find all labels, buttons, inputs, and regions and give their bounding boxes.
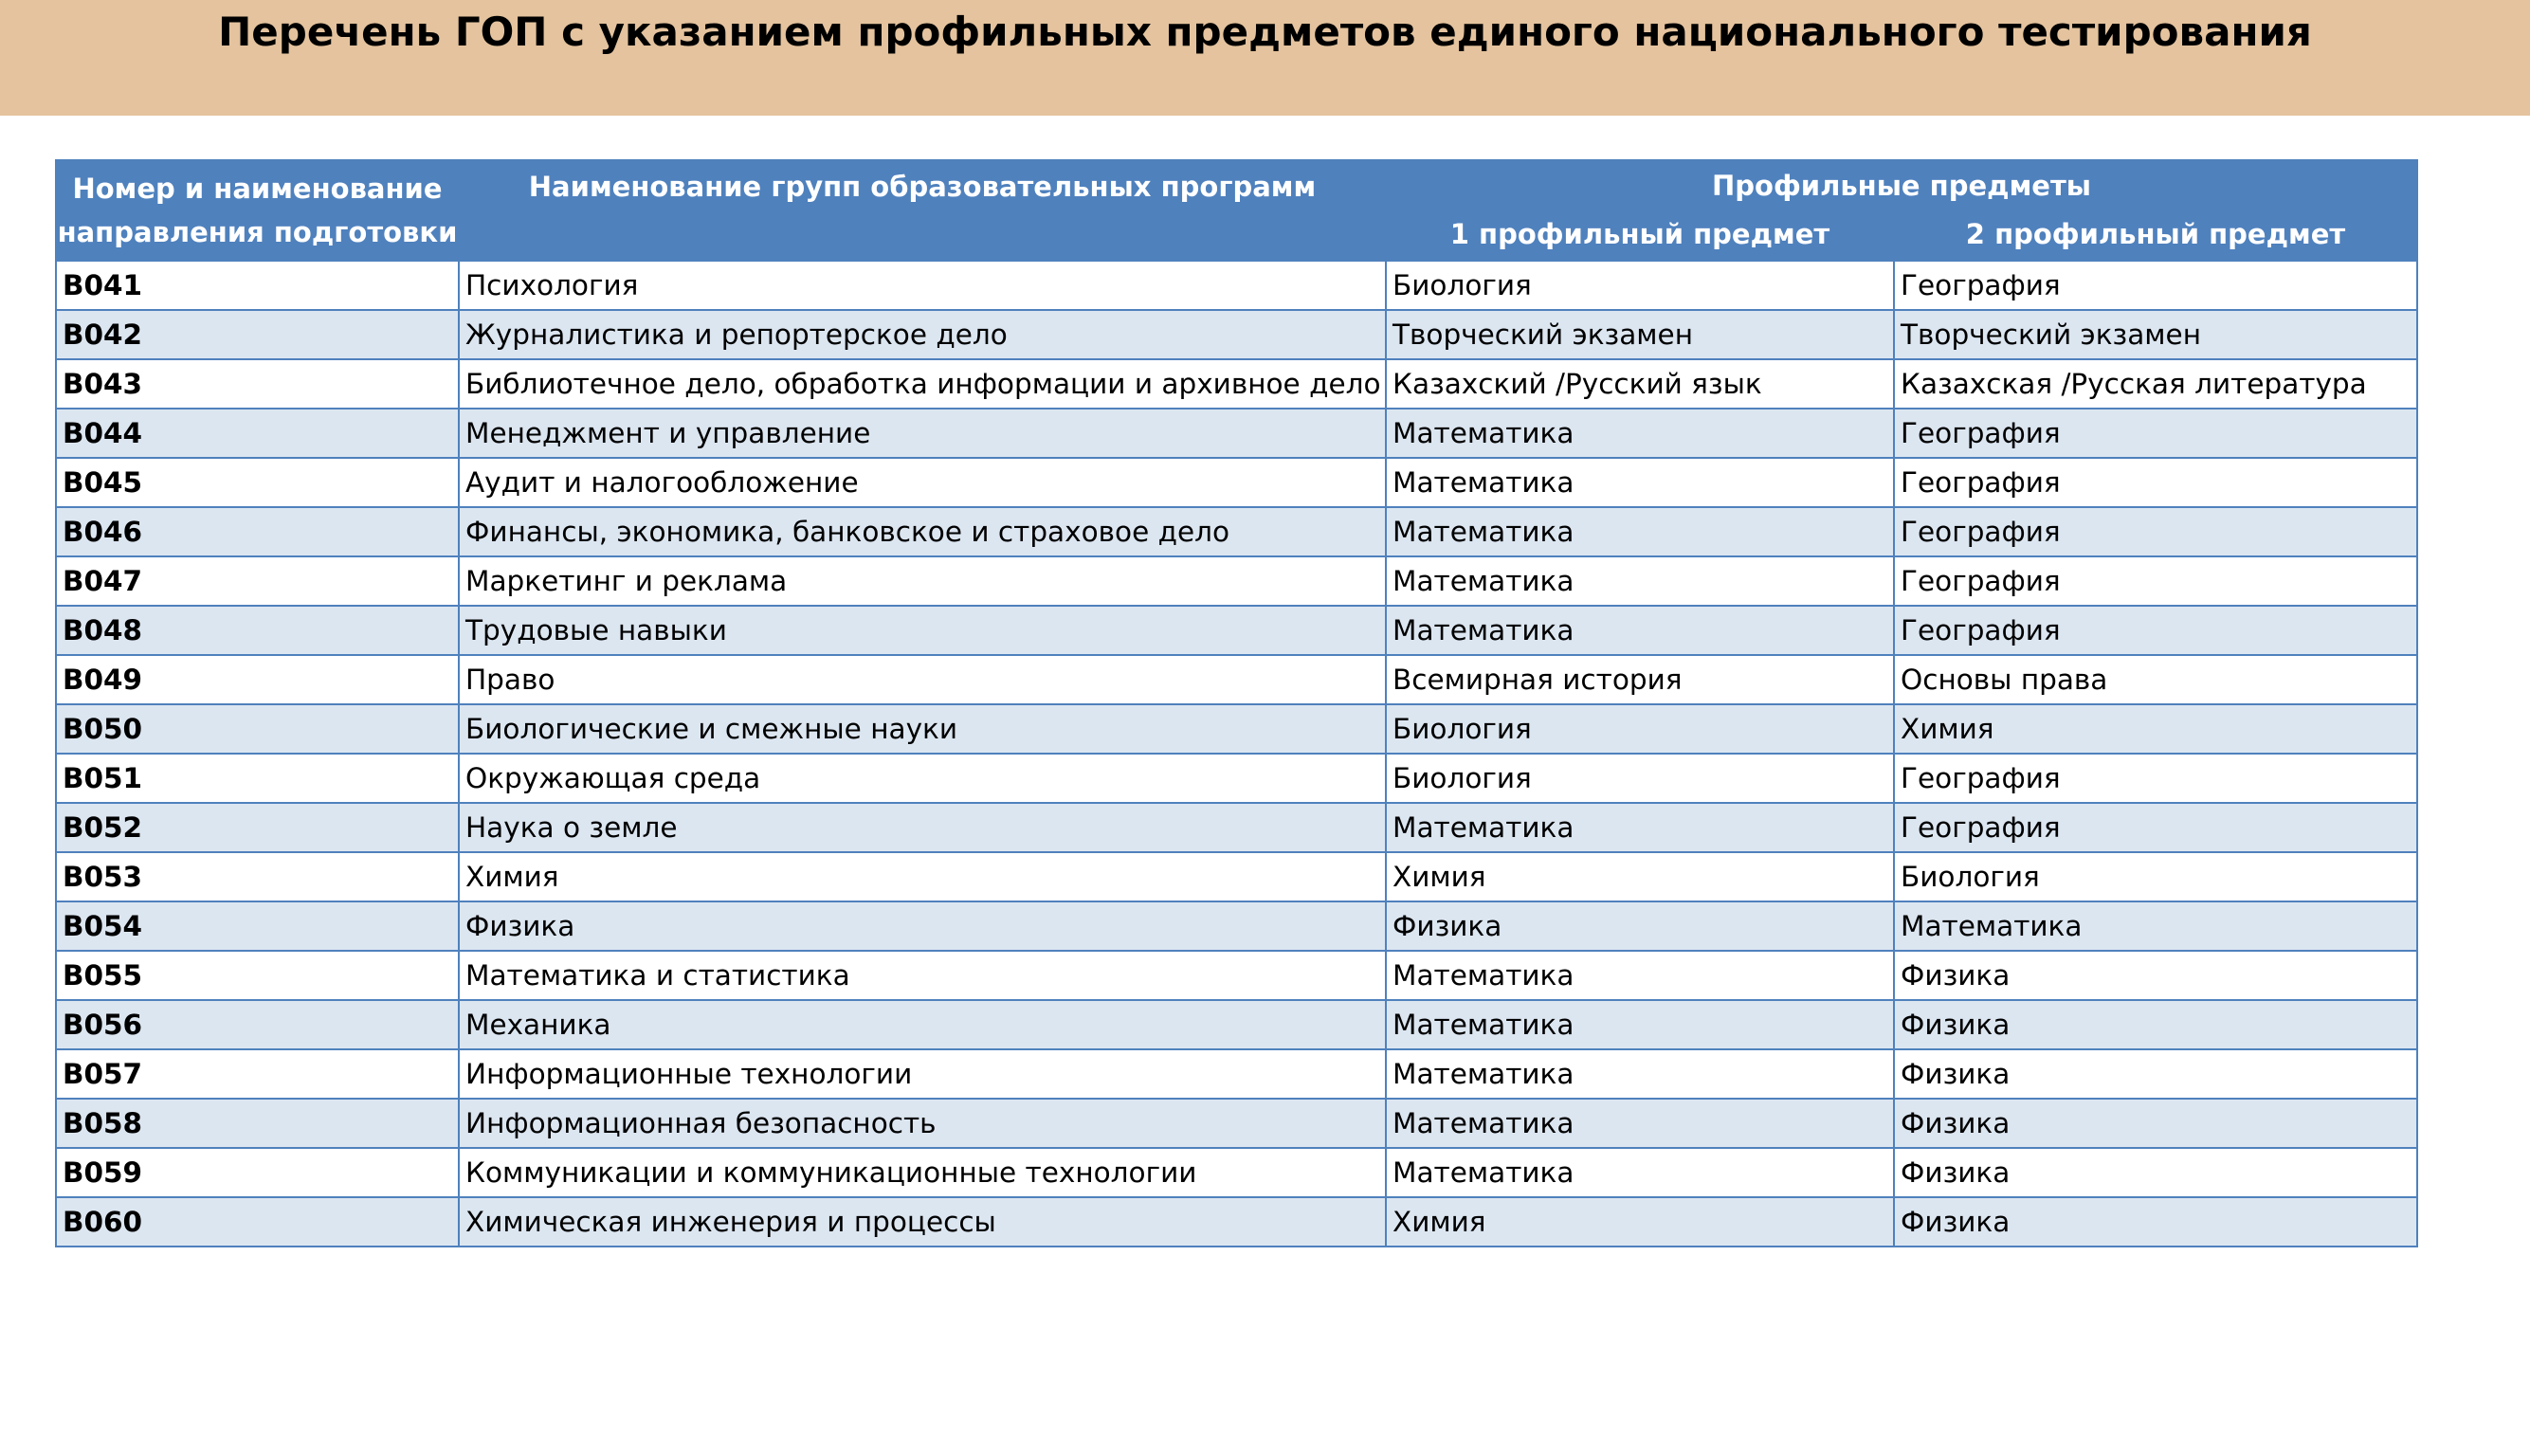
- table-row: [56, 1049, 2417, 1099]
- row-subject-1: Биология: [1386, 754, 1894, 803]
- row-subject-1: Казахский /Русский язык: [1386, 359, 1894, 409]
- header-name: Наименование групп образовательных программ: [459, 160, 1386, 261]
- row-program-name: Биологические и смежные науки: [459, 704, 1386, 754]
- row-subject-1: Физика: [1386, 901, 1894, 951]
- row-code: B051: [56, 754, 459, 803]
- table-row: [56, 556, 2417, 606]
- table-row: [56, 951, 2417, 1000]
- row-code: B048: [56, 606, 459, 655]
- row-code: B050: [56, 704, 459, 754]
- row-subject-1: Химия: [1386, 852, 1894, 901]
- row-code: B042: [56, 310, 459, 359]
- row-program-name: Психология: [459, 261, 1386, 310]
- table-row: [56, 1099, 2417, 1148]
- row-subject-2: Биология: [1894, 852, 2417, 901]
- row-subject-1: Всемирная история: [1386, 655, 1894, 704]
- header-subject-1: 1 профильный предмет: [1386, 209, 1894, 261]
- row-code: B060: [56, 1197, 459, 1247]
- row-subject-2: География: [1894, 507, 2417, 556]
- row-subject-1: Биология: [1386, 261, 1894, 310]
- row-subject-1: Математика: [1386, 1148, 1894, 1197]
- row-program-name: Журналистика и репортерское дело: [459, 310, 1386, 359]
- table-header: [56, 160, 2417, 261]
- row-program-name: Трудовые навыки: [459, 606, 1386, 655]
- table-row: [56, 1148, 2417, 1197]
- row-code: B045: [56, 458, 459, 507]
- table-row: [56, 1197, 2417, 1247]
- table-row: [56, 704, 2417, 754]
- row-program-name: Право: [459, 655, 1386, 704]
- row-program-name: Коммуникации и коммуникационные технологии: [459, 1148, 1386, 1197]
- row-subject-2: География: [1894, 606, 2417, 655]
- row-code: B054: [56, 901, 459, 951]
- header-code: Номер и наименование направления подготовки: [56, 160, 459, 261]
- row-code: B056: [56, 1000, 459, 1049]
- table-row: [56, 901, 2417, 951]
- row-subject-2: Казахская /Русская литература: [1894, 359, 2417, 409]
- row-subject-1: Математика: [1386, 1000, 1894, 1049]
- row-code: B053: [56, 852, 459, 901]
- table-row: [56, 606, 2417, 655]
- row-code: B047: [56, 556, 459, 606]
- row-program-name: Библиотечное дело, обработка информации и архивное дело: [459, 359, 1386, 409]
- row-code: B052: [56, 803, 459, 852]
- row-subject-1: Творческий экзамен: [1386, 310, 1894, 359]
- row-program-name: Аудит и налогообложение: [459, 458, 1386, 507]
- row-subject-1: Химия: [1386, 1197, 1894, 1247]
- row-program-name: Информационные технологии: [459, 1049, 1386, 1099]
- table-body: [56, 261, 2417, 1247]
- row-program-name: Математика и статистика: [459, 951, 1386, 1000]
- row-program-name: Маркетинг и реклама: [459, 556, 1386, 606]
- row-subject-2: География: [1894, 754, 2417, 803]
- row-subject-2: Математика: [1894, 901, 2417, 951]
- row-subject-2: География: [1894, 261, 2417, 310]
- row-subject-1: Математика: [1386, 556, 1894, 606]
- row-code: B046: [56, 507, 459, 556]
- row-subject-1: Математика: [1386, 1049, 1894, 1099]
- row-subject-1: Математика: [1386, 606, 1894, 655]
- row-subject-2: Химия: [1894, 704, 2417, 754]
- row-subject-1: Биология: [1386, 704, 1894, 754]
- row-subject-2: География: [1894, 409, 2417, 458]
- row-subject-2: Физика: [1894, 1099, 2417, 1148]
- table-row: [56, 458, 2417, 507]
- table-row: [56, 507, 2417, 556]
- header-profile-subjects: Профильные предметы: [1386, 160, 2417, 209]
- table-row: [56, 359, 2417, 409]
- row-program-name: Физика: [459, 901, 1386, 951]
- row-code: B043: [56, 359, 459, 409]
- table-row: [56, 409, 2417, 458]
- row-code: B057: [56, 1049, 459, 1099]
- row-subject-2: География: [1894, 556, 2417, 606]
- row-code: B044: [56, 409, 459, 458]
- row-subject-1: Математика: [1386, 1099, 1894, 1148]
- row-program-name: Химия: [459, 852, 1386, 901]
- table-row: [56, 310, 2417, 359]
- row-code: B059: [56, 1148, 459, 1197]
- row-subject-1: Математика: [1386, 409, 1894, 458]
- row-subject-1: Математика: [1386, 803, 1894, 852]
- row-subject-1: Математика: [1386, 507, 1894, 556]
- row-program-name: Финансы, экономика, банковское и страховое дело: [459, 507, 1386, 556]
- header-subject-2: 2 профильный предмет: [1894, 209, 2417, 261]
- row-code: B041: [56, 261, 459, 310]
- row-subject-2: Физика: [1894, 1049, 2417, 1099]
- row-code: B058: [56, 1099, 459, 1148]
- page-title: Перечень ГОП с указанием профильных предметов единого национального тестирования: [218, 9, 2312, 55]
- table-row: [56, 754, 2417, 803]
- row-subject-1: Математика: [1386, 951, 1894, 1000]
- row-program-name: Механика: [459, 1000, 1386, 1049]
- row-subject-1: Математика: [1386, 458, 1894, 507]
- row-subject-2: География: [1894, 458, 2417, 507]
- row-program-name: Менеджмент и управление: [459, 409, 1386, 458]
- row-subject-2: География: [1894, 803, 2417, 852]
- row-program-name: Окружающая среда: [459, 754, 1386, 803]
- row-code: B049: [56, 655, 459, 704]
- row-subject-2: Основы права: [1894, 655, 2417, 704]
- row-code: B055: [56, 951, 459, 1000]
- row-program-name: Химическая инженерия и процессы: [459, 1197, 1386, 1247]
- table-row: [56, 261, 2417, 310]
- table-row: [56, 1000, 2417, 1049]
- table-row: [56, 803, 2417, 852]
- row-program-name: Информационная безопасность: [459, 1099, 1386, 1148]
- row-subject-2: Творческий экзамен: [1894, 310, 2417, 359]
- table-row: [56, 852, 2417, 901]
- row-program-name: Наука о земле: [459, 803, 1386, 852]
- gop-table: [55, 159, 2418, 1247]
- row-subject-2: Физика: [1894, 1197, 2417, 1247]
- row-subject-2: Физика: [1894, 1000, 2417, 1049]
- row-subject-2: Физика: [1894, 951, 2417, 1000]
- table-row: [56, 655, 2417, 704]
- row-subject-2: Физика: [1894, 1148, 2417, 1197]
